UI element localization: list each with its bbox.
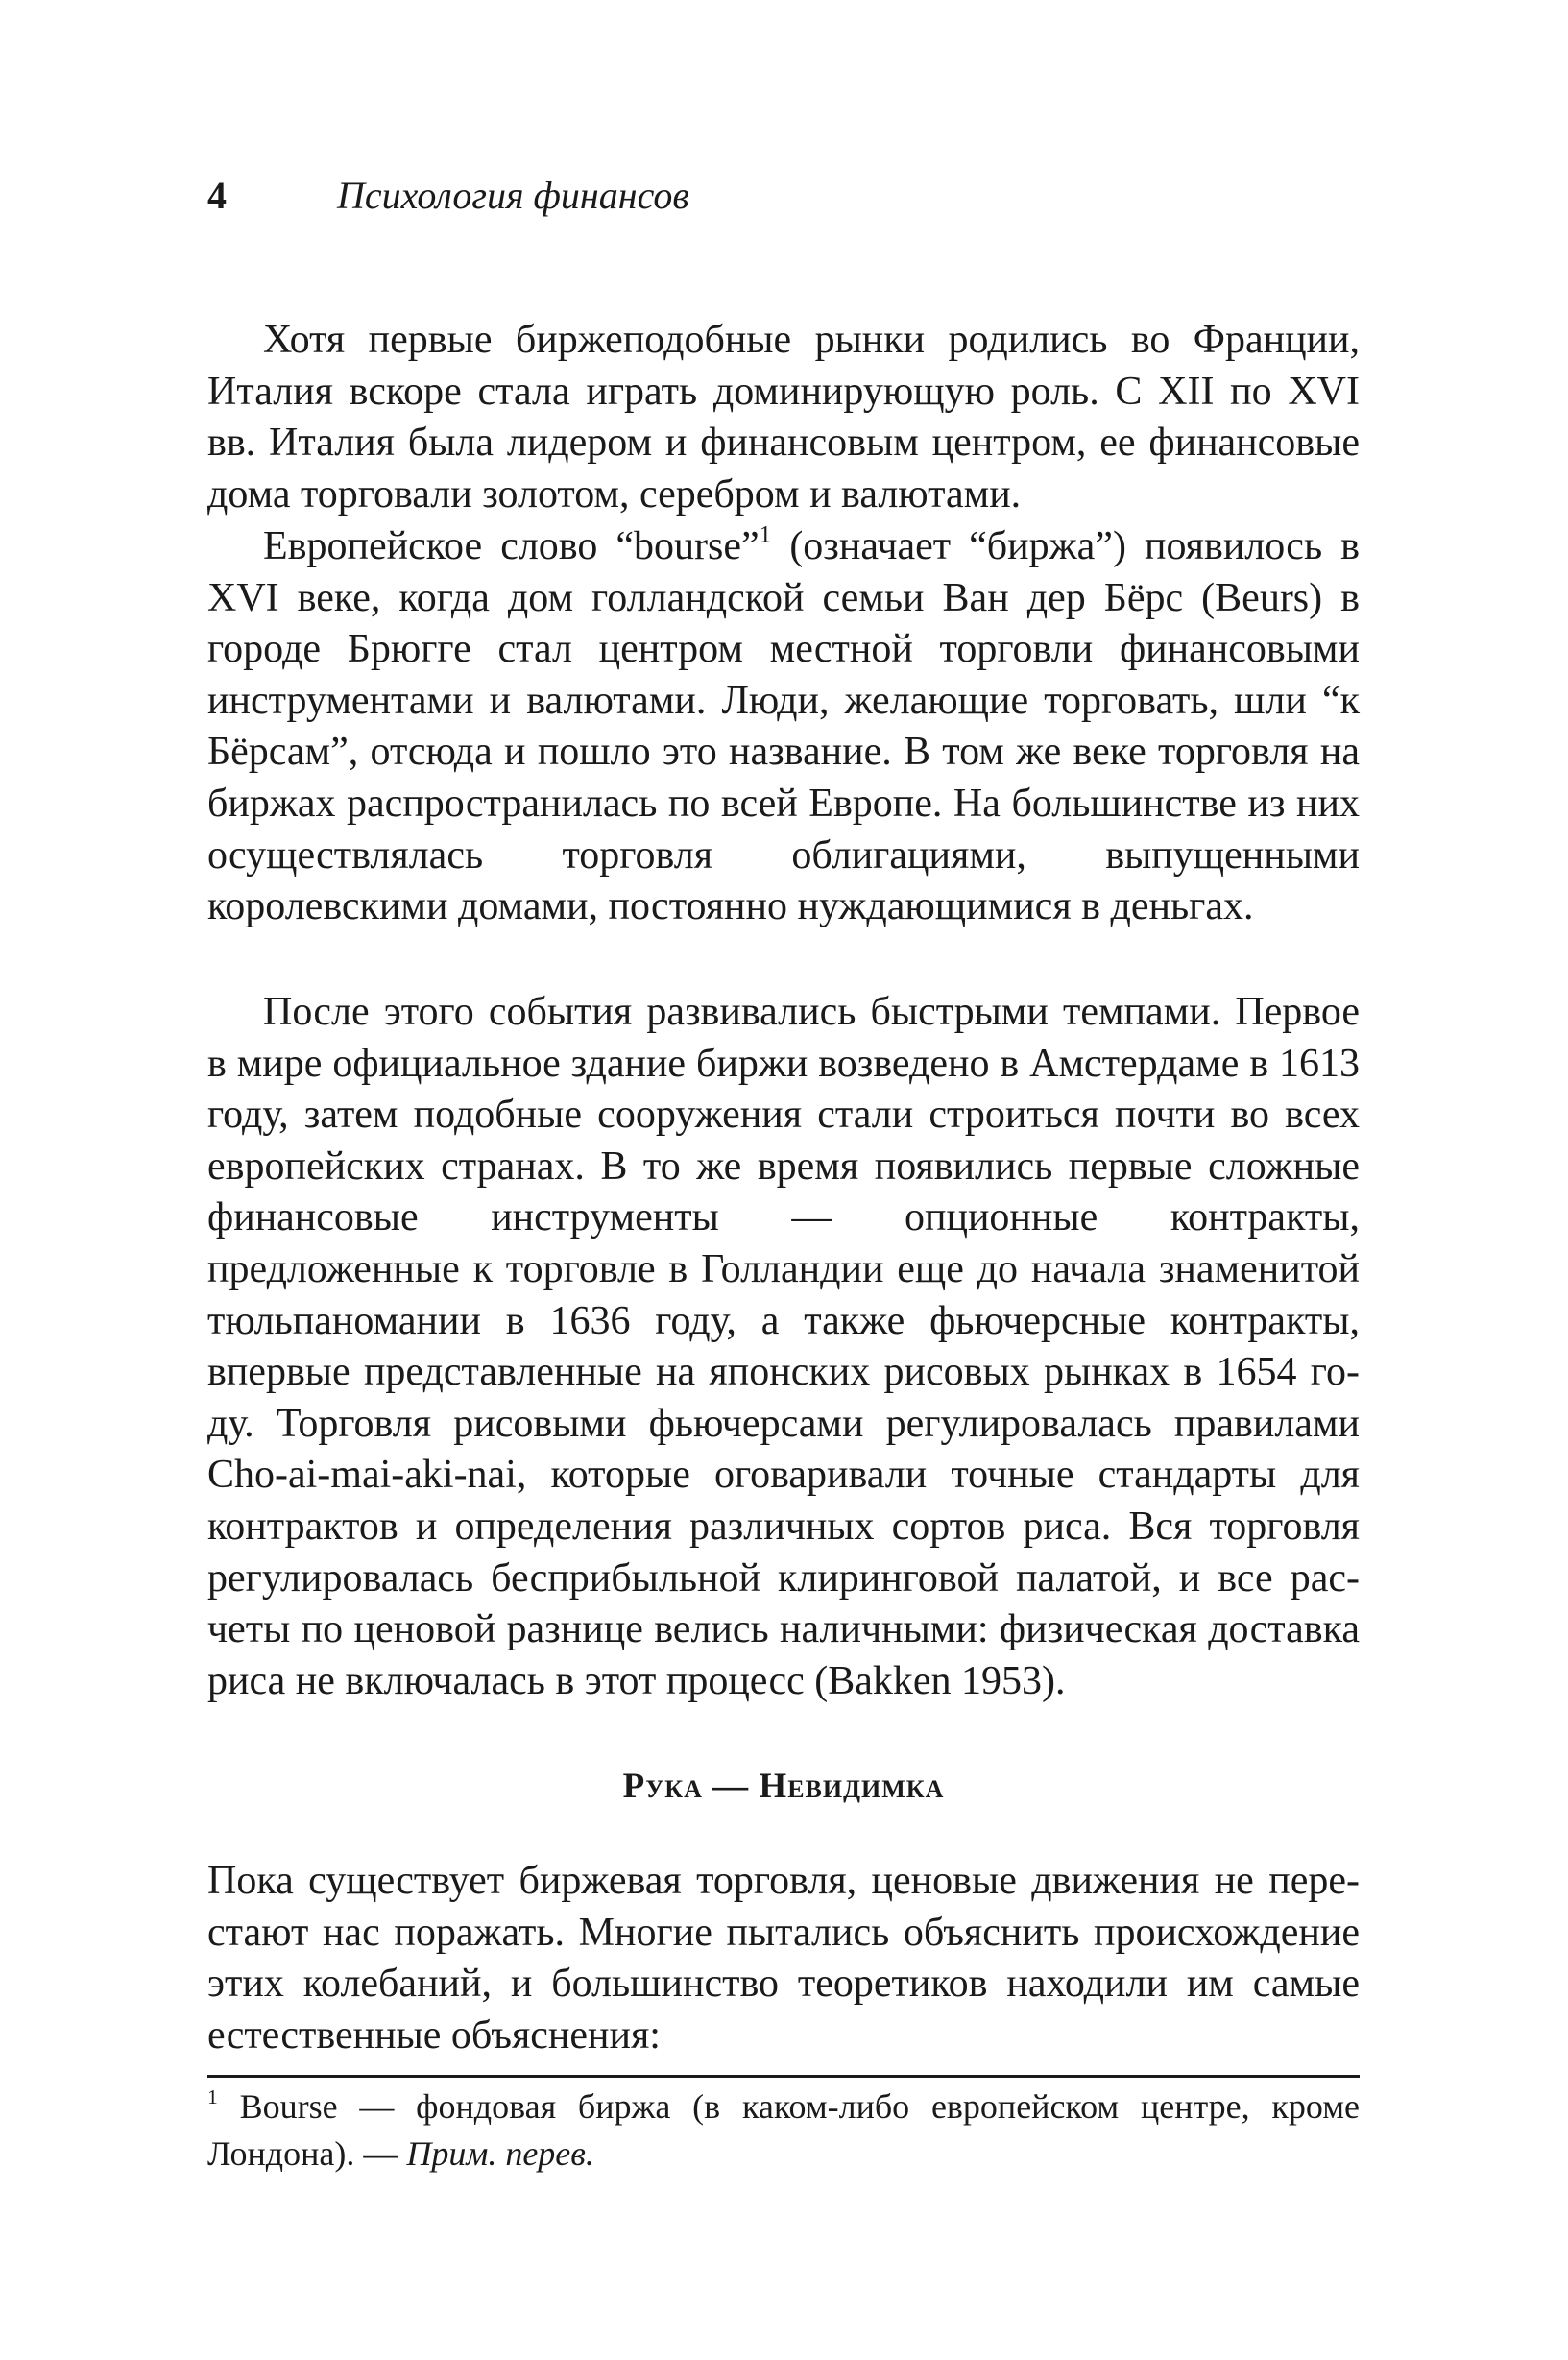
paragraph-1-block [207, 315, 1360, 520]
page-number: 4 [207, 174, 227, 217]
footnote-translator-note: Прим. перев. [406, 2134, 594, 2173]
paragraph-2-block [207, 521, 1360, 933]
paragraph-2-start: Европейское слово “bourse” [263, 524, 760, 568]
footnote-reference: 1 [759, 521, 772, 548]
footnote [207, 2083, 1360, 2178]
footnote-mark: 1 [207, 2084, 218, 2108]
paragraph-4-block [207, 1856, 1360, 2061]
paragraph-3: После этого события развивались быстрыми темпами. Первое в мире официальное здание биржи возведено в Амстердаме в 1613 году, затем подобные сооружения стали строиться почти во всех европейских странах. В то же время появились первые сложные финансовые инструменты — опционные контракты, предложенные к торговле в Голландии еще до начала знаменитой тюльпаномании в 1636 году, а также фьючерсные контракты, впервые представленные на японских рисовых рынках в 1654 году. Торговля рисовыми фьючерсами регулировалась правилами Cho-ai-mai-aki-nai, которые оговаривали точные стандарты для контрактов и определения различных сортов риса. Вся торговля регулировалась бесприбыльной клиринговой палатой, и все расчеты по ценовой разнице велись наличными: физическая доставка риса не включалась в этот процесс (Bakken 1953). [207, 990, 1360, 1703]
running-header [207, 173, 689, 219]
running-title: Психология финансов [337, 174, 689, 217]
paragraph-1: Хотя первые биржеподобные рынки родились во Франции, Италия вскоре стала играть доминирующую роль. С XII по XVI вв. Италия была лидером и финансовым центром, ее финансовые дома торговали золотом, серебром и валютами. [207, 318, 1360, 517]
footnote-text: Bourse — фондовая биржа (в каком-либо европейском центре, кроме Лондона). — [207, 2087, 1360, 2173]
footnote-divider [207, 2075, 1360, 2078]
paragraph-4: Пока существует биржевая торговля, ценовые движения не перестают нас поражать. Многие пытались объяснить происхождение этих колебаний, и большинство теоретиков находили им самые естественные объяснения: [207, 1859, 1360, 2058]
paragraph-3-block [207, 987, 1360, 1707]
paragraph-2 [207, 521, 1360, 933]
section-heading: Рука — Невидимка [622, 1767, 945, 1806]
paragraph-2-rest: (означает “биржа”) появилось в XVI веке, когда дом голландской семьи Ван дер Бёрс (Beurs) в городе Брюгге стал центром местной торговли финансовыми инструментами и валютами. Люди, желающие торговать, шли “к Бёрсам”, отсюда и пошло это название. В том же веке торговля на биржах распространилась по всей Европе. На большинстве из них осуществлялась торговля облигациями, выпущенными королевскими домами, постоянно нуждающимися в деньгах. [207, 524, 1360, 929]
